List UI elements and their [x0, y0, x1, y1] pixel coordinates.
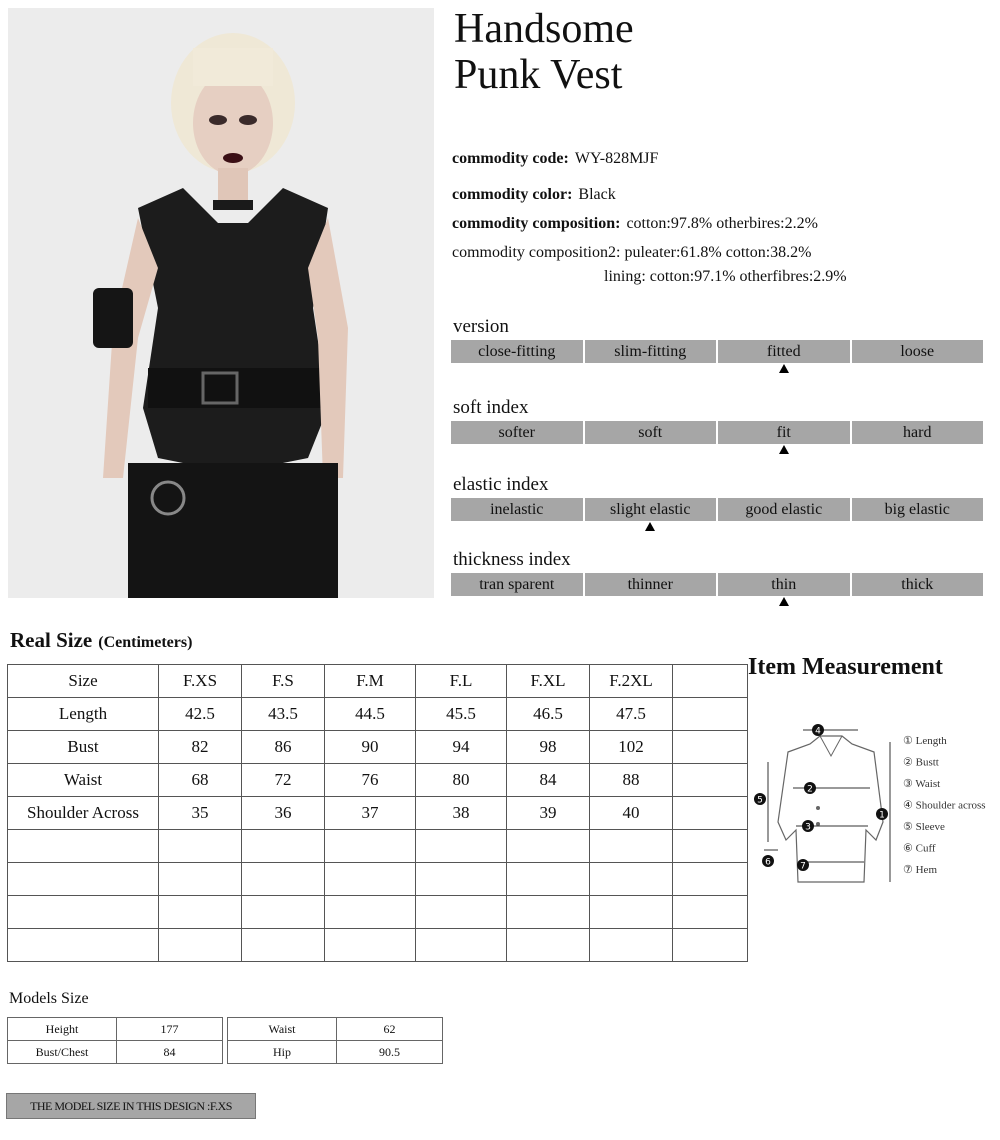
diagram-marker-number: 1 [879, 810, 885, 821]
coat-diagram-icon [748, 722, 998, 902]
table-cell [590, 830, 673, 863]
diagram-marker-number: 6 [765, 857, 771, 868]
table-cell [673, 896, 748, 929]
table-cell: 37 [325, 797, 416, 830]
table-cell [590, 896, 673, 929]
table-cell [416, 896, 507, 929]
scale-option: slim-fitting [585, 340, 717, 363]
table-cell [507, 863, 590, 896]
table-cell [8, 863, 159, 896]
table-cell: 44.5 [325, 698, 416, 731]
table-row [8, 698, 748, 731]
table-cell: 84 [117, 1041, 223, 1064]
table-cell: F.2XL [590, 665, 673, 698]
diagram-marker-number: 2 [807, 784, 813, 795]
scale-label: version [453, 316, 509, 337]
product-photo [8, 8, 434, 598]
table-cell [673, 698, 748, 731]
table-row [8, 929, 748, 962]
table-cell: F.XS [159, 665, 242, 698]
size-table [7, 664, 748, 962]
scale-option: softer [451, 421, 583, 444]
selected-marker-icon [779, 364, 789, 373]
table-cell: 62 [337, 1018, 443, 1041]
diagram-marker-number: 3 [805, 822, 811, 833]
commodity-color-value: Black [578, 186, 616, 203]
scale-option: inelastic [451, 498, 583, 521]
selected-marker-icon [645, 522, 655, 531]
table-cell: 38 [416, 797, 507, 830]
composition2-label: commodity composition2: [452, 244, 621, 261]
selected-marker-icon [779, 445, 789, 454]
diagram-marker-number: 4 [815, 726, 821, 737]
scale-option: loose [852, 340, 984, 363]
selected-marker-icon [779, 597, 789, 606]
table-row [228, 1041, 443, 1064]
scale-label: thickness index [453, 549, 571, 570]
table-cell [242, 896, 325, 929]
table-cell [8, 830, 159, 863]
composition-label: commodity composition: [452, 215, 621, 232]
table-cell: F.M [325, 665, 416, 698]
table-cell: 36 [242, 797, 325, 830]
composition-value: cotton:97.8% otherbires:2.2% [626, 215, 818, 232]
table-cell: Height [8, 1018, 117, 1041]
commodity-code-row [452, 150, 658, 168]
table-cell [159, 863, 242, 896]
scale-option: good elastic [718, 498, 850, 521]
title-line-1: Handsome [454, 6, 634, 52]
measurement-diagram [748, 722, 998, 902]
table-cell: 43.5 [242, 698, 325, 731]
table-cell [507, 830, 590, 863]
table-row [8, 863, 748, 896]
table-cell: 72 [242, 764, 325, 797]
commodity-color-row [452, 186, 616, 204]
table-cell [673, 929, 748, 962]
legend-item: ④ Shoulder across [903, 799, 986, 812]
table-cell [590, 863, 673, 896]
commodity-code-label: commodity code: [452, 150, 569, 167]
scale-bar [451, 340, 983, 363]
table-cell: Bust [8, 731, 159, 764]
scale-option: fit [718, 421, 850, 444]
scale-option: close-fitting [451, 340, 583, 363]
scale-bar [451, 573, 983, 596]
item-measurement-title: Item Measurement [748, 654, 943, 680]
commodity-composition2-row [452, 244, 812, 262]
table-cell [325, 929, 416, 962]
table-cell: Hip [228, 1041, 337, 1064]
table-cell: Length [8, 698, 159, 731]
table-cell: 86 [242, 731, 325, 764]
lining-row [604, 268, 847, 286]
models-table-right [227, 1017, 443, 1064]
diagram-marker-number: 7 [800, 861, 806, 872]
legend-item: ⑤ Sleeve [903, 821, 945, 833]
table-cell [507, 929, 590, 962]
table-cell [242, 929, 325, 962]
scale-option: fitted [718, 340, 850, 363]
table-cell [416, 929, 507, 962]
table-cell: 88 [590, 764, 673, 797]
product-title [454, 6, 634, 98]
table-cell: 40 [590, 797, 673, 830]
table-cell: 102 [590, 731, 673, 764]
table-cell: 42.5 [159, 698, 242, 731]
table-cell: 39 [507, 797, 590, 830]
table-cell [673, 863, 748, 896]
models-table-left [7, 1017, 223, 1064]
models-size-title: Models Size [9, 990, 89, 1007]
commodity-composition-row [452, 215, 818, 233]
diagram-number-markers [754, 724, 888, 872]
lining-value: lining: cotton:97.1% otherfibres:2.9% [604, 268, 847, 285]
table-cell: 90 [325, 731, 416, 764]
table-cell: 80 [416, 764, 507, 797]
model-size-note: THE MODEL SIZE IN THIS DESIGN :F.XS [6, 1093, 256, 1119]
table-cell: 82 [159, 731, 242, 764]
table-cell: Shoulder Across [8, 797, 159, 830]
scale-option: soft [585, 421, 717, 444]
scale-label: elastic index [453, 474, 549, 495]
table-cell: F.XL [507, 665, 590, 698]
real-size-title [10, 628, 192, 653]
table-cell [242, 863, 325, 896]
table-cell [159, 896, 242, 929]
table-cell: Waist [8, 764, 159, 797]
composition2-value: puleater:61.8% cotton:38.2% [624, 244, 812, 261]
table-cell: 94 [416, 731, 507, 764]
table-cell [159, 830, 242, 863]
table-cell [8, 929, 159, 962]
table-cell [673, 665, 748, 698]
table-cell: 46.5 [507, 698, 590, 731]
table-cell [673, 764, 748, 797]
table-cell: Size [8, 665, 159, 698]
table-cell [325, 863, 416, 896]
diagram-marker-number: 5 [757, 795, 763, 806]
table-cell [673, 830, 748, 863]
title-line-2: Punk Vest [454, 52, 623, 98]
table-cell [507, 896, 590, 929]
table-cell: 98 [507, 731, 590, 764]
scale-bar [451, 498, 983, 521]
scale-option: big elastic [852, 498, 984, 521]
table-cell: 177 [117, 1018, 223, 1041]
table-row [8, 896, 748, 929]
table-row [8, 764, 748, 797]
table-row [8, 1018, 223, 1041]
table-cell: 90.5 [337, 1041, 443, 1064]
table-cell [416, 830, 507, 863]
legend-item: ① Length [903, 735, 947, 747]
scale-bar [451, 421, 983, 444]
table-cell [8, 896, 159, 929]
scale-option: thick [852, 573, 984, 596]
table-cell [325, 896, 416, 929]
table-cell: Bust/Chest [8, 1041, 117, 1064]
scale-option: thin [718, 573, 850, 596]
table-row [228, 1018, 443, 1041]
scale-option: hard [852, 421, 984, 444]
scale-option: slight elastic [585, 498, 717, 521]
scale-label: soft index [453, 397, 529, 418]
table-cell [416, 863, 507, 896]
table-row [8, 797, 748, 830]
table-cell: F.S [242, 665, 325, 698]
table-header-row [8, 665, 748, 698]
real-size-unit: (Centimeters) [98, 634, 193, 651]
table-cell [673, 797, 748, 830]
scale-option: tran sparent [451, 573, 583, 596]
commodity-code-value: WY-828MJF [574, 150, 659, 167]
table-cell: F.L [416, 665, 507, 698]
legend-item: ② Bustt [903, 756, 939, 769]
real-size-heading: Real Size [10, 628, 93, 652]
table-cell: 45.5 [416, 698, 507, 731]
commodity-color-label: commodity color: [452, 186, 573, 203]
table-row [8, 731, 748, 764]
table-row [8, 830, 748, 863]
table-cell: 35 [159, 797, 242, 830]
table-cell [590, 929, 673, 962]
table-cell: 68 [159, 764, 242, 797]
table-row [8, 1041, 223, 1064]
table-cell [242, 830, 325, 863]
table-cell [325, 830, 416, 863]
legend-item: ③ Waist [903, 778, 941, 790]
table-cell: 84 [507, 764, 590, 797]
scale-option: thinner [585, 573, 717, 596]
legend-item: ⑦ Hem [903, 864, 937, 876]
table-cell: 47.5 [590, 698, 673, 731]
table-cell [673, 731, 748, 764]
table-cell: 76 [325, 764, 416, 797]
table-cell [159, 929, 242, 962]
table-cell: Waist [228, 1018, 337, 1041]
legend-item: ⑥ Cuff [903, 842, 936, 855]
